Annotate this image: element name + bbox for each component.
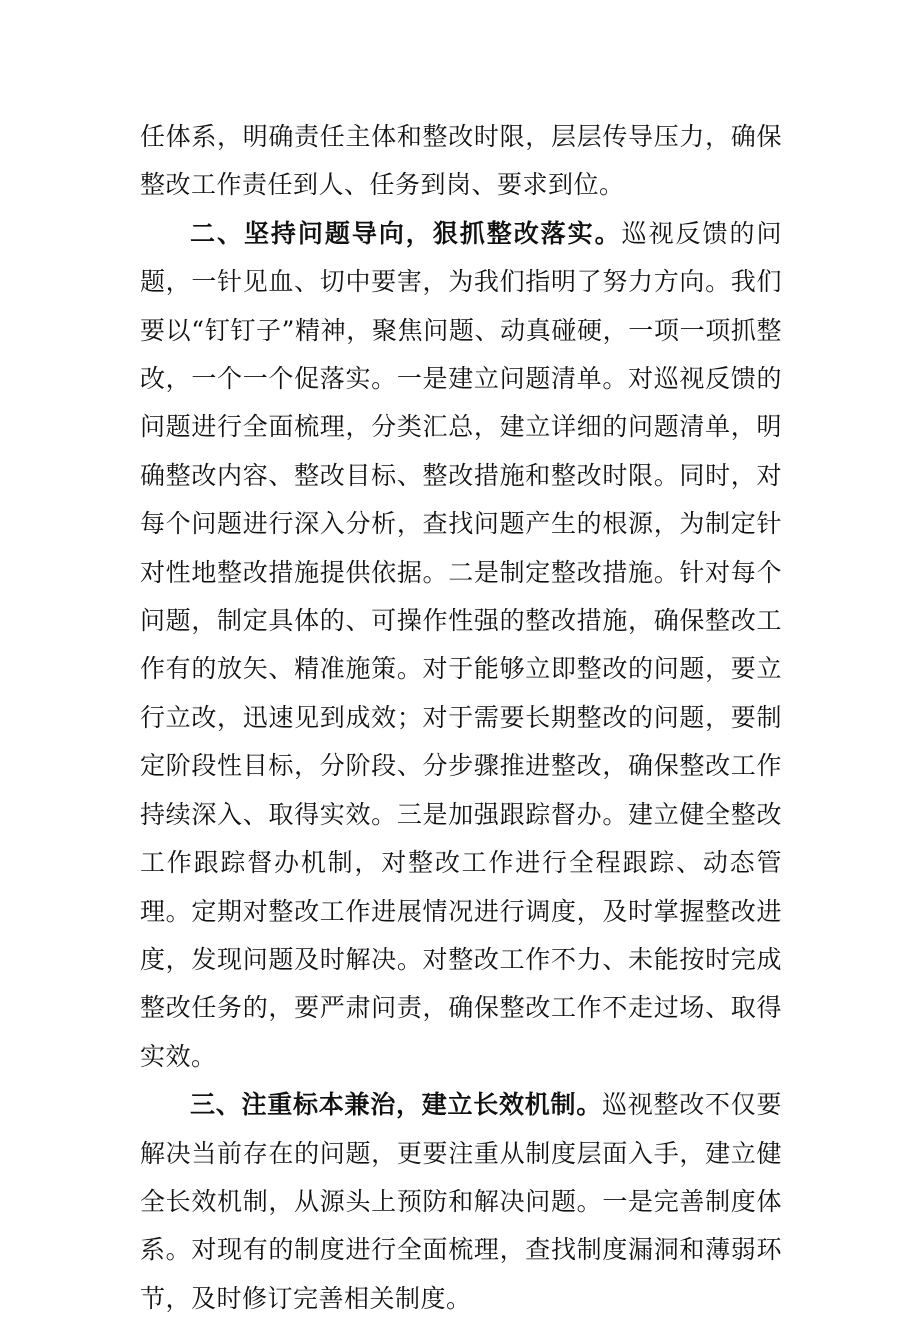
paragraph-text: 巡视反馈的问题，一针见血、切中要害，为我们指明了努力方向。我们要以“钉钉子”精神，聚焦问题、动真碰硬，一项一项抓整改，一个一个促落实。一是建立问题清单。对巡视反馈的问题进行全面梳理，分类汇总，建立详细的问题清单，明确整改内容、整改目标、整改措施和整改时限。同时，对每个问题进行深入分析，查找问题产生的根源，为制定针对性地整改措施提供依据。二是制定整改措施。针对每个问题，制定具体的、可操作性强的整改措施，确保整改工作有的放矢、精准施策。对于能够立即整改的问题，要立行立改，迅速见到成效；对于需要长期整改的问题，要制定阶段性目标，分阶段、分步骤推进整改，确保整改工作持续深入、取得实效。三是加强跟踪督办。建立健全整改工作跟踪督办机制，对整改工作进行全程跟踪、动态管理。定期对整改工作进展情况进行调度，及时掌握整改进度，发现问题及时解决。对整改工作不力、未能按时完成整改任务的，要严肃问责，确保整改工作不走过场、取得实效。 [140, 218, 782, 1071]
document-body [140, 113, 782, 1323]
paragraph-continuation [140, 113, 782, 210]
section-heading-two: 二、坚持问题导向，狠抓整改落实。 [190, 218, 622, 248]
paragraph-text: 巡视整改不仅要解决当前存在的问题，更要注重从制度层面入手，建立健全长效机制，从源头上预防和解决问题。一是完善制度体系。对现有的制度进行全面梳理，查找制度漏洞和薄弱环节，及时修订完善相关制度。 [140, 1090, 782, 1313]
paragraph-problem-orientation [140, 210, 782, 1081]
paragraph-long-term-mechanism [140, 1081, 782, 1323]
paragraph-text: 任体系，明确责任主体和整改时限，层层传导压力，确保整改工作责任到人、任务到岗、要求到位。 [140, 122, 782, 200]
section-heading-three: 三、注重标本兼治，建立长效机制。 [190, 1090, 602, 1120]
